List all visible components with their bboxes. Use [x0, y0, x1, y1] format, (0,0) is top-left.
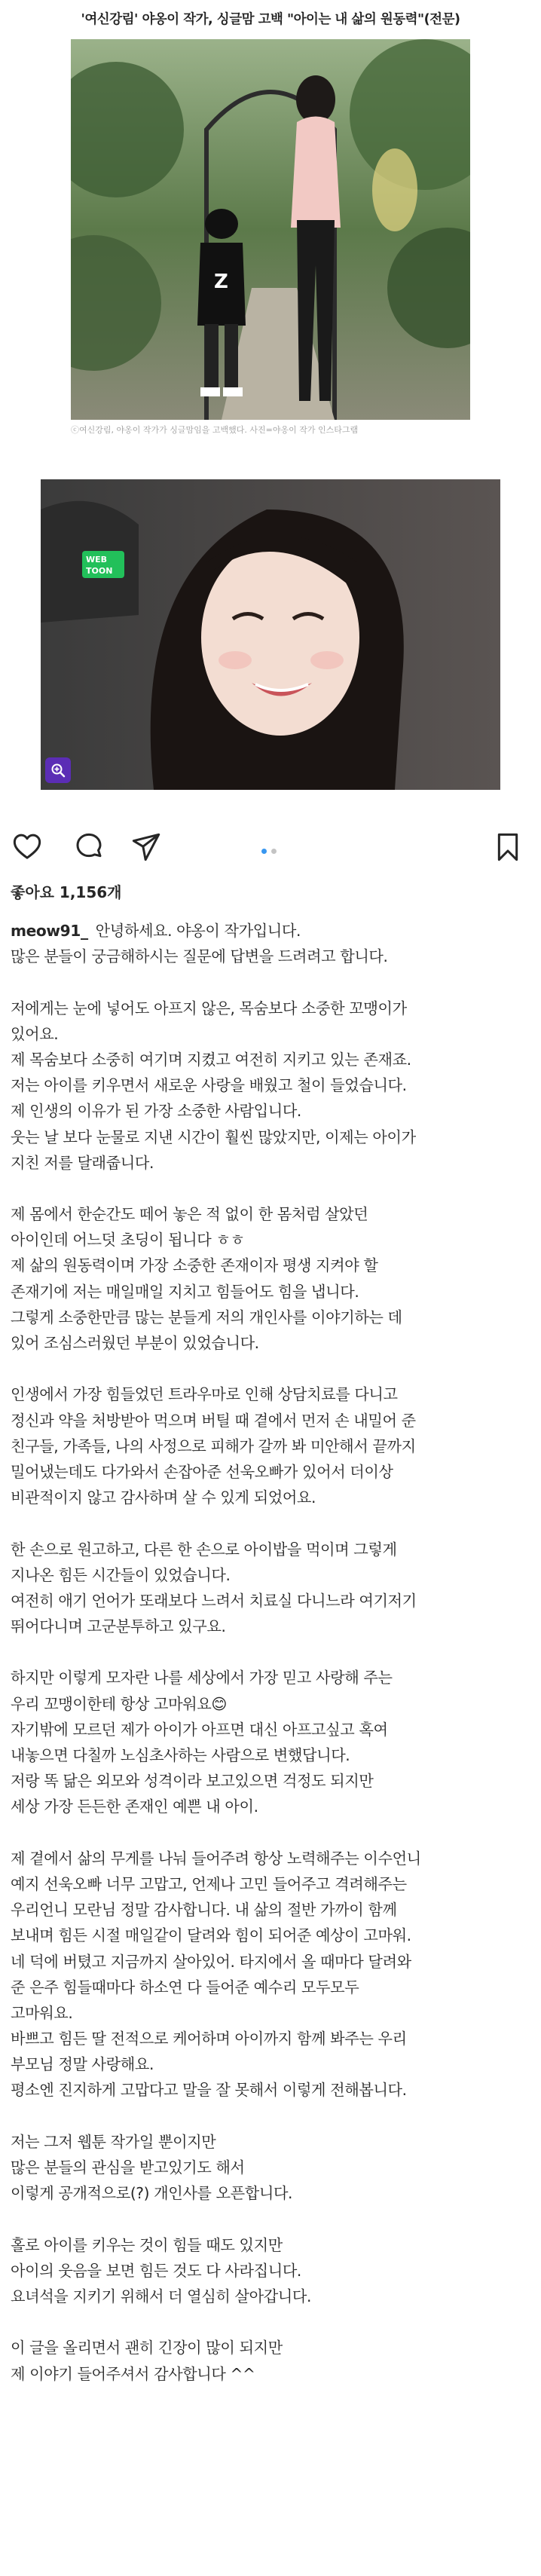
caption-line: 제 인생의 이유가 된 가장 소중한 사람입니다.: [11, 1102, 301, 1121]
caption-line: 우리 꼬맹이한테 항상 고마워요😊: [11, 1694, 228, 1713]
caption-line: 있어요.: [11, 1024, 59, 1043]
caption-line: 우리언니 모란님 정말 감사합니다. 내 삶의 절반 가까이 함께: [11, 1901, 397, 1920]
caption-line: 존재기에 저는 매일매일 지치고 힘들어도 힘을 냅니다.: [11, 1282, 359, 1301]
article-photo-caption: ⓒ여신강림, 야옹이 작가가 싱글맘임을 고백했다. 사진=야옹이 작가 인스타그램: [71, 425, 359, 435]
svg-text:WEB: WEB: [86, 555, 108, 564]
caption-line: 많은 분들의 관심을 받고있기도 해서: [11, 2158, 245, 2177]
caption-blank-line: [11, 1356, 538, 1381]
caption-line: 정신과 약을 처방받아 먹으며 버틸 때 곁에서 먼저 손 내밀어 준: [11, 1411, 416, 1430]
caption-line: 바쁘고 힘든 딸 전적으로 케어하며 아이까지 함께 봐주는 우리: [11, 2030, 407, 2048]
caption-line: 이렇게 공개적으로(?) 개인사를 오픈합니다.: [11, 2184, 293, 2203]
caption-blank-line: [11, 1176, 538, 1201]
svg-text:TOON: TOON: [86, 566, 113, 576]
caption-line: 제 목숨보다 소중히 여기며 지켰고 여전히 지키고 있는 존재죠.: [11, 1050, 411, 1069]
post-username[interactable]: meow91_: [11, 922, 88, 940]
caption-blank-line: [11, 1820, 538, 1846]
caption-line: 평소엔 진지하게 고맙다고 말을 잘 못해서 이렇게 전해봅니다.: [11, 2081, 407, 2100]
carousel-indicator: [261, 849, 277, 854]
caption-line: 지친 저를 달래줍니다.: [11, 1153, 154, 1172]
caption-line: 저는 아이를 키우면서 새로운 사랑을 배웠고 철이 들었습니다.: [11, 1076, 407, 1095]
svg-text:Z: Z: [214, 271, 228, 293]
like-count[interactable]: 좋아요 1,156개: [11, 883, 122, 901]
caption-line: 저에게는 눈에 넣어도 아프지 않은, 목숨보다 소중한 꼬맹이가: [11, 999, 407, 1017]
caption-line: 보내며 힘든 시절 매일같이 달려와 힘이 되어준 예상이 고마워.: [11, 1926, 411, 1945]
caption-first-line: 안녕하세요. 야옹이 작가입니다.: [95, 922, 301, 940]
share-button[interactable]: [130, 831, 163, 864]
caption-line: 밀어냈는데도 다가와서 손잡아준 선욱오빠가 있어서 더이상: [11, 1462, 393, 1481]
caption-blank-line: [11, 2103, 538, 2129]
caption-line: 친구들, 가족들, 나의 사정으로 피해가 갈까 봐 미안해서 끝까지: [11, 1436, 416, 1455]
caption-line: 한 손으로 원고하고, 다른 한 손으로 아이밥을 먹이며 그렇게: [11, 1540, 397, 1559]
caption-line: 부모님 정말 사랑해요.: [11, 2055, 154, 2074]
save-button[interactable]: [491, 831, 524, 864]
caption-line: 저랑 똑 닮은 외모와 성격이라 보고있으면 걱정도 되지만: [11, 1772, 374, 1791]
caption-line: 저는 그저 웹툰 작가일 뿐이지만: [11, 2132, 216, 2151]
carousel-dot[interactable]: [271, 849, 277, 854]
zoom-button[interactable]: [45, 757, 71, 783]
caption-line: 인생에서 가장 힘들었던 트라우마로 인해 상담치료를 다니고: [11, 1385, 398, 1404]
caption-line: 고마워요.: [11, 2003, 73, 2022]
caption-line: 뛰어다니며 고군분투하고 있구요.: [11, 1617, 226, 1636]
caption-line: 요녀석을 지키기 위해서 더 열심히 살아갑니다.: [11, 2287, 312, 2305]
article-headline: '여신강림' 야옹이 작가, 싱글맘 고백 "아이는 내 삶의 원동력"(전문): [81, 12, 460, 27]
caption-line: 제 삶의 원동력이며 가장 소중한 존재이자 평생 지켜야 할: [11, 1256, 378, 1275]
caption-line: 예지 선욱오빠 너무 고맙고, 언제나 고민 들어주고 격려해주는: [11, 1874, 407, 1893]
comment-button[interactable]: [72, 831, 105, 864]
caption-line: 이 글을 올리면서 괜히 긴장이 많이 되지만: [11, 2339, 283, 2357]
caption-line: 여전히 애기 언어가 또래보다 느려서 치료실 다니느라 여기저기: [11, 1591, 417, 1610]
like-button[interactable]: [11, 831, 44, 864]
caption-line: 지나온 힘든 시간들이 있었습니다.: [11, 1565, 231, 1584]
caption-blank-line: [11, 1639, 538, 1665]
caption-line: 많은 분들이 궁금해하시는 질문에 답변을 드려려고 합니다.: [11, 947, 388, 966]
caption-line: 준 은주 힘들때마다 하소연 다 들어준 예수리 모두모두: [11, 1978, 359, 1996]
caption-line: 그렇게 소중한만큼 많는 분들게 저의 개인사를 이야기하는 데: [11, 1308, 402, 1326]
caption-line: 네 덕에 버텼고 지금까지 살아있어. 타지에서 올 때마다 달려와: [11, 1952, 411, 1971]
caption-blank-line: [11, 2206, 538, 2232]
send-icon: [131, 832, 161, 862]
caption-line: 웃는 날 보다 눈물로 지낸 시간이 훨씬 많았지만, 이제는 아이가: [11, 1127, 416, 1146]
caption-line: 아이의 웃음을 보면 힘든 것도 다 사라집니다.: [11, 2261, 301, 2280]
caption-line: 제 이야기 들어주셔서 감사합니다 ^^: [11, 2364, 255, 2383]
post-action-bar: [0, 820, 541, 871]
heart-icon: [12, 832, 42, 862]
caption-line: 비관적이지 않고 감사하며 살 수 있게 되었어요.: [11, 1488, 316, 1507]
caption-blank-line: [11, 1510, 538, 1536]
caption-line: 자기밖에 모르던 제가 아이가 아프면 대신 아프고싶고 혹여: [11, 1720, 388, 1739]
comment-icon: [74, 832, 104, 862]
caption-line: 홀로 아이를 키우는 것이 힘들 때도 있지만: [11, 2235, 283, 2254]
caption-line: 있어 조심스러웠던 부분이 있었습니다.: [11, 1334, 259, 1352]
caption-blank-line: [11, 969, 538, 995]
caption-line: 제 몸에서 한순간도 떼어 놓은 적 없이 한 몸처럼 살았던: [11, 1205, 368, 1224]
article-photo-mother-child: [71, 39, 470, 420]
caption-line: 아이인데 어느덧 초딩이 됩니다 ㅎㅎ: [11, 1231, 245, 1250]
caption-line: 내놓으면 다칠까 노심초사하는 사람으로 변했답니다.: [11, 1746, 350, 1764]
caption-line: 제 곁에서 삶의 무게를 나눠 들어주려 항상 노력해주는 이수언니: [11, 1849, 421, 1868]
caption-blank-line: [11, 2309, 538, 2335]
caption-line: 세상 가장 든든한 존재인 예쁜 내 아이.: [11, 1797, 258, 1816]
caption-line: 하지만 이렇게 모자란 나를 세상에서 가장 믿고 사랑해 주는: [11, 1669, 393, 1687]
article-photo-selfie: [41, 479, 500, 790]
post-caption: [11, 918, 538, 2387]
carousel-dot-active[interactable]: [261, 849, 267, 854]
zoom-icon: [50, 763, 66, 778]
bookmark-icon: [493, 832, 523, 862]
